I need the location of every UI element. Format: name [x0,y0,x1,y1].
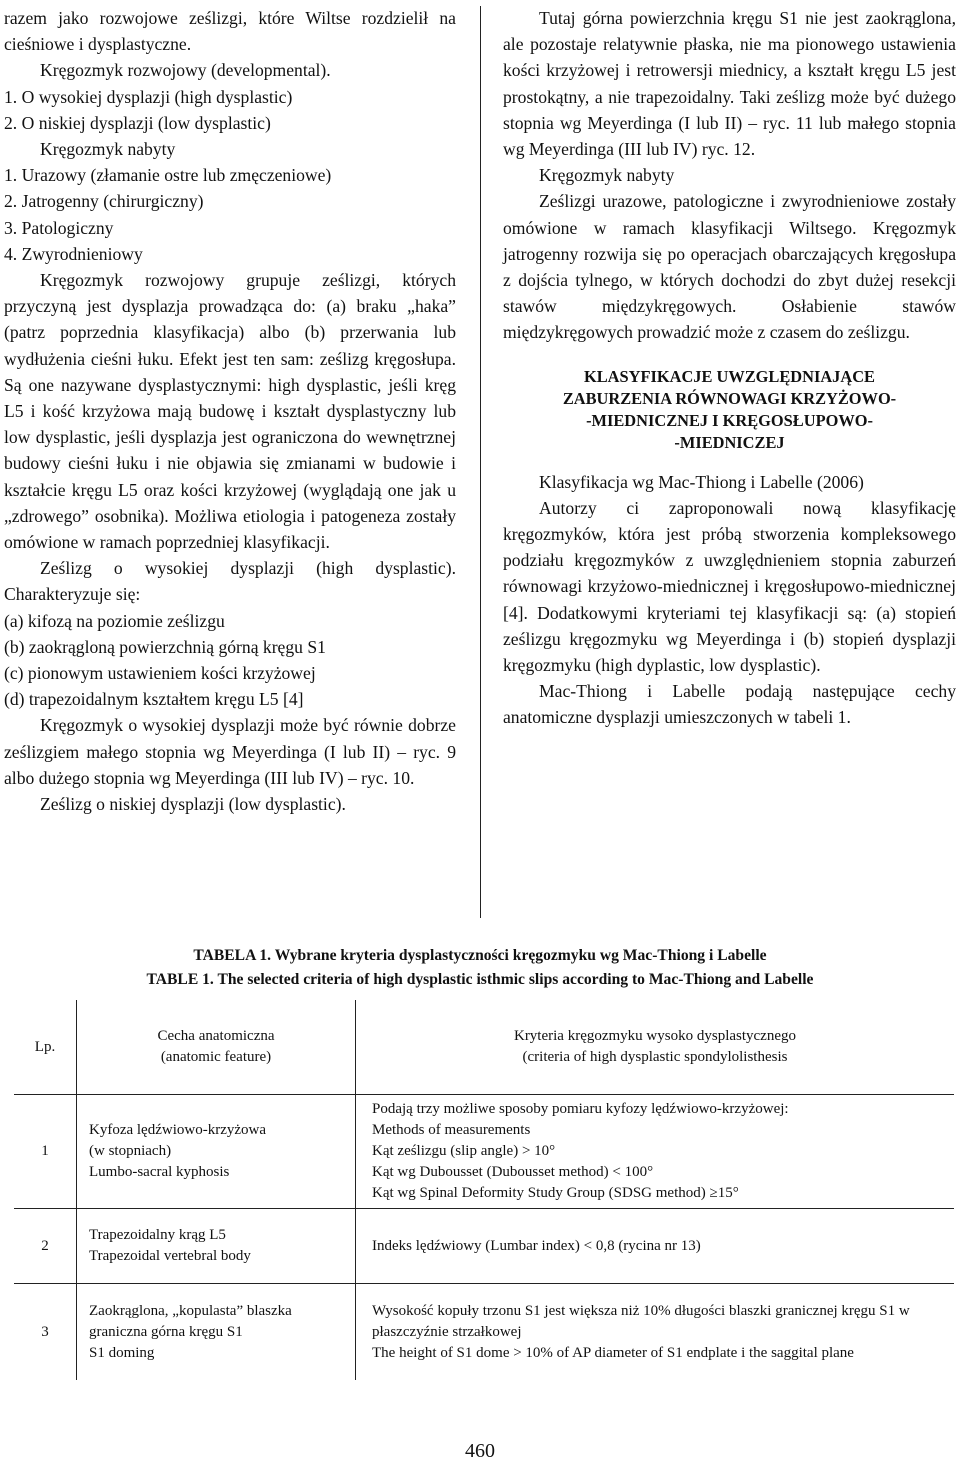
row-feature: Zaokrąglona, „kopulasta” blaszka graniczna górna kręgu S1 S1 doming [77,1284,356,1381]
body-paragraph: Kręgozmyk o wysokiej dysplazji może być równie dobrze ześlizgiem małego stopnia wg Meyerdinga (I lub II) – ryc. 9 albo dużego stopnia wg Meyerdinga (III lub IV) – ryc. 10. [4,715,456,788]
criteria-table [14,1000,954,1380]
right-column [503,5,956,731]
body-paragraph: Ześlizgi urazowe, patologiczne i zwyrodnieniowe zostały omówione w ramach klasyfikacji Wiltsego. Kręgozmyk jatrogenny rozwija się po operacjach obarczających kręgosłupa z dojścia tylnego, w których dochodzi do zbyt dużej resekcji stawów międzykręgowych. Osłabienie stawów międzykręgowych prowadzić może z czasem do ześlizgu. [503,191,956,343]
intro-paragraph: razem jako rozwojowe ześlizgi, które Wiltse rozdzielił na cieśniowe i dysplastyczne. [4,8,456,55]
table-caption-en: TABLE 1. The selected criteria of high dysplastic isthmic slips according to Mac-Thiong and Labelle [146,971,814,988]
feature-item: (d) trapezoidalnym kształtem kręgu L5 [4] [4,689,304,710]
classification-title: Klasyfikacja wg Mac-Thiong i Labelle (2006) [539,471,864,492]
heading-line: KLASYFIKACJE UWZGLĘDNIAJĄCE [584,366,875,386]
body-paragraph: Kręgozmyk rozwojowy grupuje ześlizgi, których przyczyną jest dysplazja prowadząca do: (a) braku „haka” (patrz poprzednia klasyfikacja) albo (b) przerwania lub wydłużenia cieśni łuku. Efekt jest ten sam: ześlizg kręgosłupa. Są one nazywane dysplastycznymi: high dysplastic, jeśli kręg L5 i kość krzyżowa mają budowę i kształt dysplastyczny lub low dysplastic, jeśli dysplazja jest ograniczona do wewnętrznej budowy cieśni łuku i nie objawia się zmianami w budowie i kształcie kręgu L5 oraz kości krzyżowej (wyglądają one jak u „zdrowego” osobnika). Możliwa etiologia i patogeneza zostały omówione w ramach poprzedniej klasyfikacji. [4,270,456,553]
list-item: 1. O wysokiej dysplazji (high dysplastic) [4,86,293,107]
header-lp: Lp. [14,1000,77,1095]
body-paragraph: Ześlizg o wysokiej dysplazji (high dysplastic). Charakteryzuje się: [4,558,456,605]
row-criteria: Indeks lędźwiowy (Lumbar index) < 0,8 (rycina nr 13) [356,1209,955,1284]
section-heading [503,366,956,454]
row-criteria: Wysokość kopuły trzonu S1 jest większa niż 10% długości blaszki granicznej kręgu S1 w płaszczyźnie strzałkowej The height of S1 dome > 10% of AP diameter of S1 endplate i the saggital plane [372,1302,910,1361]
left-column [4,5,456,817]
table-header-row [14,1000,954,1095]
table-caption [0,944,960,992]
list-item: Kręgozmyk nabyty [40,139,176,160]
body-paragraph: Ześlizg o niskiej dysplazji (low dysplastic). [40,794,346,815]
body-paragraph: Autorzy ci zaproponowali nową klasyfikację kręgozmyków, która jest próbą stworzenia kompleksowego podziału kręgozmyków z uwzględnieniem stopnia zaburzeń równowagi krzyżowo-miednicznej i kręgosłupowo-miednicznej [4]. Dodatkowymi kryteriami tej klasyfikacji są: (a) stopień ześlizgu kręgozmyku wg Meyerdinga i (b) stopień dysplazji kręgozmyku (high dyplastic, low dysplastic). [503,497,956,676]
row-feature: Trapezoidalny krąg L5 Trapezoidal vertebral body [77,1209,356,1284]
subheading: Kręgozmyk nabyty [539,165,675,186]
list-item: 2. O niskiej dysplazji (low dysplastic) [4,112,271,133]
table-row [14,1284,954,1381]
header-criteria: Kryteria kręgozmyku wysoko dysplastycznego (criteria of high dysplastic spondylolisthesis [356,1000,955,1095]
body-paragraph: Mac-Thiong i Labelle podają następujące cechy anatomiczne dysplazji umieszczonych w tabeli 1. [503,681,956,728]
page-number: 460 [465,1440,495,1462]
heading-line: ZABURZENIA RÓWNOWAGI KRZYŻOWO- [562,388,897,408]
heading-line: -MIEDNICZEJ [674,432,785,452]
feature-item: (c) pionowym ustawieniem kości krzyżowej [4,663,316,684]
row-number: 1 [14,1095,77,1209]
list-item: Kręgozmyk rozwojowy (developmental). [40,60,331,81]
feature-item: (b) zaokrągloną powierzchnią górną kręgu S1 [4,636,326,657]
list-item: 3. Patologiczny [4,217,114,238]
table-caption-pl: TABELA 1. Wybrane kryteria dysplastyczności kręgozmyku wg Mac-Thiong i Labelle [193,947,767,964]
table-row [14,1209,954,1284]
header-feature: Cecha anatomiczna (anatomic feature) [77,1000,356,1095]
row-feature: Kyfoza lędźwiowo-krzyżowa (w stopniach) Lumbo-sacral kyphosis [77,1095,356,1209]
list-item: 2. Jatrogenny (chirurgiczny) [4,191,204,212]
list-item: 4. Zwyrodnieniowy [4,243,143,264]
heading-line: -MIEDNICZNEJ I KRĘGOSŁUPOWO- [586,410,873,430]
body-paragraph: Tutaj górna powierzchnia kręgu S1 nie jest zaokrąglona, ale pozostaje relatywnie płaska, nie ma pionowego ustawienia kości krzyżowej i retrowersji miednicy, a kształt kręgu L5 jest prostokątny, a nie trapezoidalny. Taki ześlizg może być dużego stopnia wg Meyerdinga (I lub II) – ryc. 11 lub małego stopnia wg Meyerdinga (III lub IV) ryc. 12. [503,8,956,160]
row-number: 3 [14,1284,77,1381]
list-item: 1. Urazowy (złamanie ostre lub zmęczeniowe) [4,165,332,186]
row-criteria: Podają trzy możliwe sposoby pomiaru kyfozy lędźwiowo-krzyżowej: Methods of measurements Kąt ześlizgu (slip angle) > 10° Kąt wg Dubousset (Dubousset method) < 100° Kąt wg Spinal Deformity Study Group (SDSG method) ≥15° [356,1095,955,1209]
column-divider [480,6,481,918]
row-number: 2 [14,1209,77,1284]
table-row [14,1095,954,1209]
feature-item: (a) kifozą na poziomie ześlizgu [4,610,225,631]
